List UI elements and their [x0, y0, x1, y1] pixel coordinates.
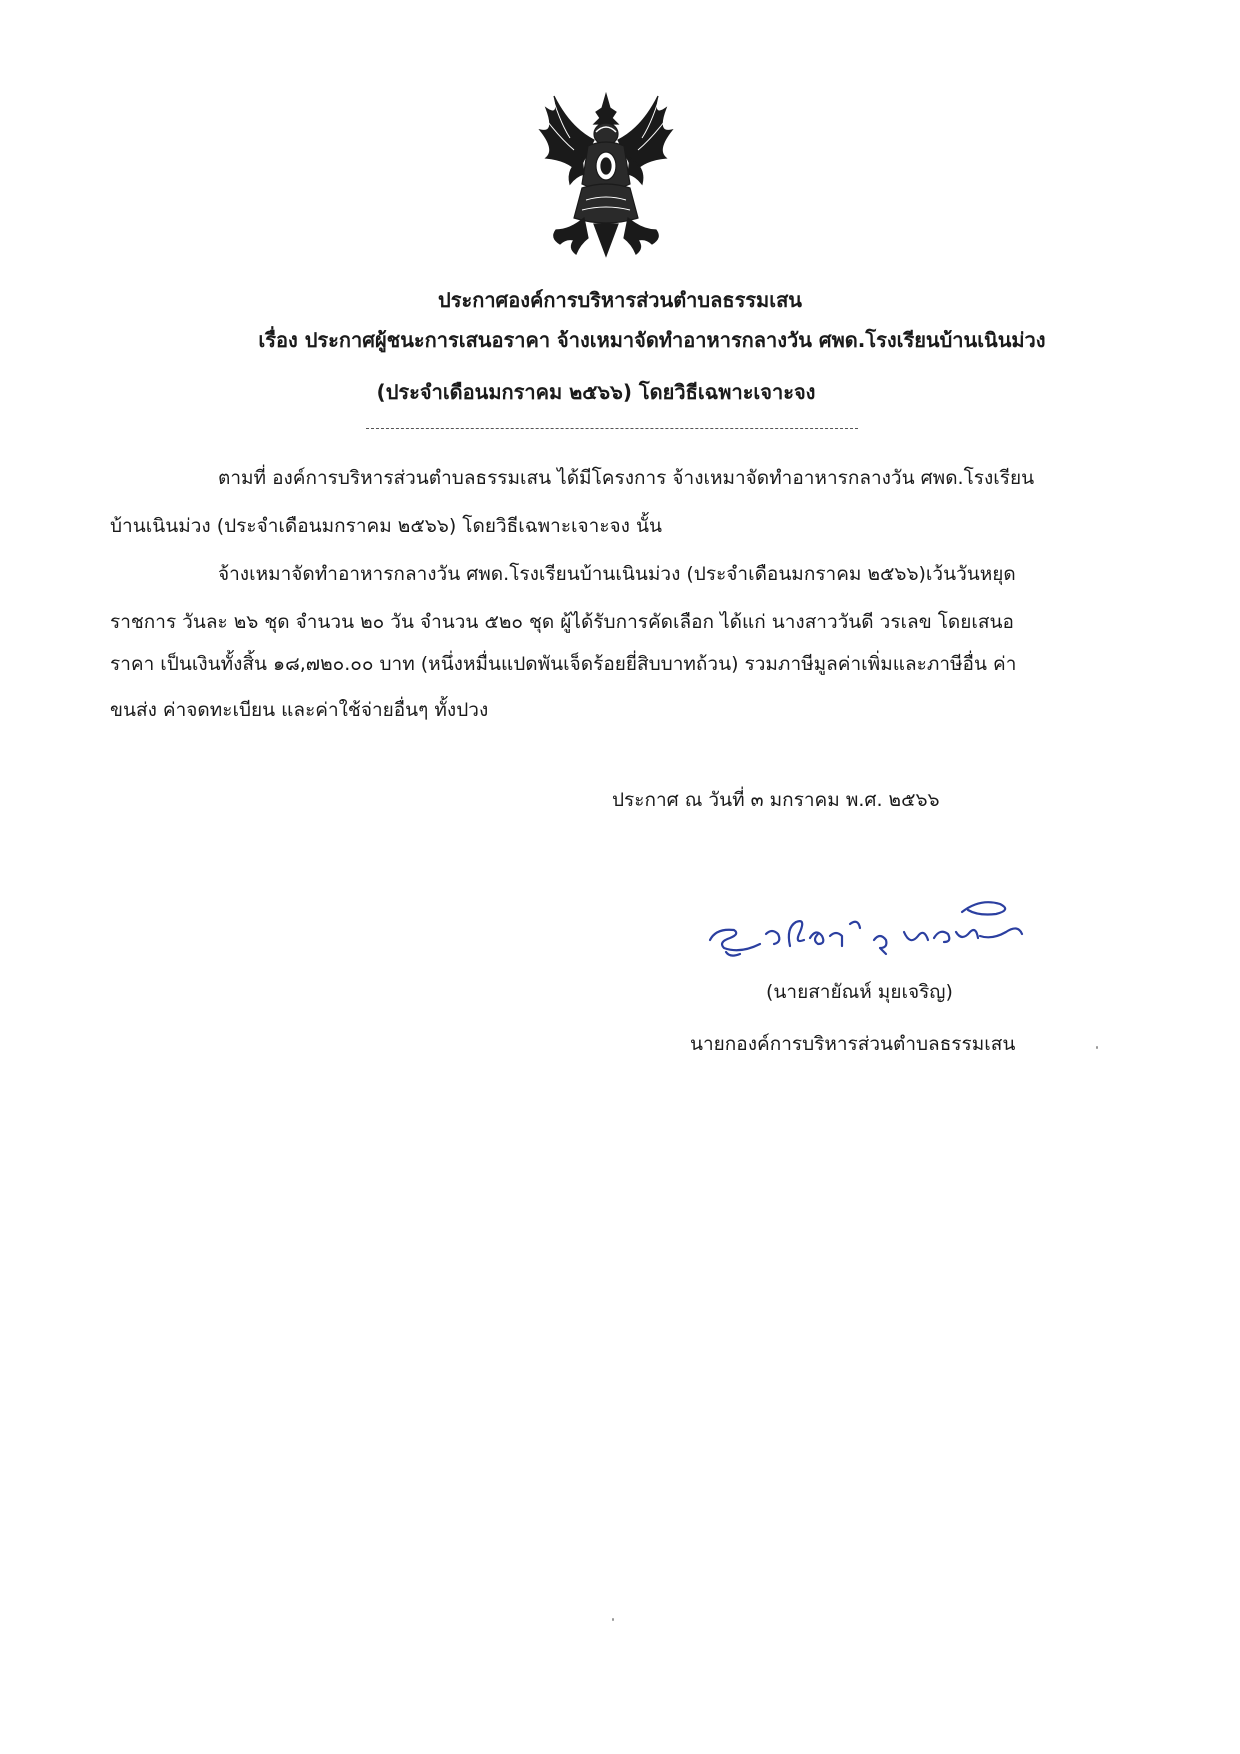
signer-title: นายกองค์การบริหารส่วนตำบลธรรมเสน	[690, 1033, 1016, 1055]
scan-speck	[612, 1618, 614, 1621]
garuda-emblem-icon	[526, 88, 686, 260]
body-line: ขนส่ง ค่าจดทะเบียน และค่าใช้จ่ายอื่นๆ ทั้งปวง	[110, 699, 489, 721]
body-line: ราคา เป็นเงินทั้งสิ้น ๑๘,๗๒๐.๐๐ บาท (หนึ่งหมื่นแปดพันเจ็ดร้อยยี่สิบบาทถ้วน) รวมภาษีมูลค่าเพิ่มและภาษีอื่น ค่า	[110, 653, 1017, 675]
announcement-date: ประกาศ ณ วันที่ ๓ มกราคม พ.ศ. ๒๕๖๖	[612, 789, 940, 811]
announcement-subject: เรื่อง ประกาศผู้ชนะการเสนอราคา จ้างเหมาจัดทำอาหารกลางวัน ศพด.โรงเรียนบ้านเนินม่วง	[258, 328, 1046, 352]
body-line: ตามที่ องค์การบริหารส่วนตำบลธรรมเสน ได้มีโครงการ จ้างเหมาจัดทำอาหารกลางวัน ศพด.โรงเรียน	[218, 467, 1035, 489]
signer-name: (นายสายัณห์ มุยเจริญ)	[766, 981, 953, 1003]
body-line: บ้านเนินม่วง (ประจำเดือนมกราคม ๒๕๖๖) โดยวิธีเฉพาะเจาะจง นั้น	[110, 515, 662, 537]
body-line: จ้างเหมาจัดทำอาหารกลางวัน ศพด.โรงเรียนบ้านเนินม่วง (ประจำเดือนมกราคม ๒๕๖๖)เว้นวันหยุด	[218, 563, 1016, 585]
body-line: ราชการ วันละ ๒๖ ชุด จำนวน ๒๐ วัน จำนวน ๕๒๐ ชุด ผู้ได้รับการคัดเลือก ได้แก่ นางสาววันดี วรเลข โดยเสนอ	[110, 611, 1014, 633]
dashed-divider	[366, 428, 858, 429]
announcement-title: ประกาศองค์การบริหารส่วนตำบลธรรมเสน	[438, 288, 802, 312]
scan-speck	[1096, 1046, 1098, 1049]
announcement-subject-detail: (ประจำเดือนมกราคม ๒๕๖๖) โดยวิธีเฉพาะเจาะจง	[376, 380, 816, 404]
handwritten-signature-icon	[700, 888, 1030, 968]
